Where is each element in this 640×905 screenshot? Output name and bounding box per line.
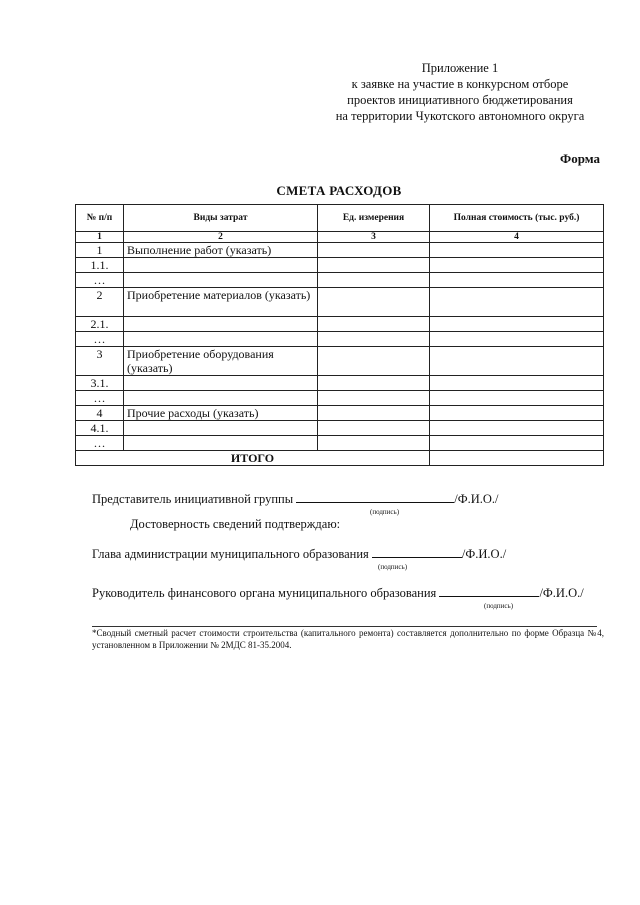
confirm-statement: Достоверность сведений подтверждаю: (130, 517, 341, 531)
table-row (76, 332, 604, 347)
row-cost-cell (430, 258, 604, 273)
row-number: 1.1. (76, 258, 124, 273)
row-number: … (76, 391, 124, 406)
column-number: 4 (430, 232, 604, 243)
document-title: СМЕТА РАСХОДОВ (276, 183, 402, 198)
row-number: 3.1. (76, 376, 124, 391)
footnote-divider (92, 626, 597, 627)
header-cost-type: Виды затрат (124, 205, 318, 232)
signature-blank[interactable] (372, 546, 462, 558)
total-row (76, 451, 604, 466)
row-unit-cell (318, 347, 430, 376)
finance-head-signature-line (92, 585, 584, 601)
finance-head-label: Руководитель финансового органа муниципального образования (92, 586, 437, 600)
row-cost-type (124, 317, 318, 332)
row-unit-cell (318, 332, 430, 347)
appendix-line-1: Приложение 1 (421, 61, 499, 75)
table-row (76, 436, 604, 451)
row-number: … (76, 273, 124, 288)
table-row (76, 376, 604, 391)
table-row (76, 258, 604, 273)
table-row (76, 391, 604, 406)
row-cost-cell (430, 332, 604, 347)
row-cost-cell (430, 317, 604, 332)
total-label: ИТОГО (76, 451, 430, 466)
table-row (76, 288, 604, 317)
fio-label: /Ф.И.О./ (454, 492, 499, 506)
signature-caption: (подпись) (484, 602, 514, 610)
header-number: № п/п (76, 205, 124, 232)
estimate-table (75, 204, 604, 466)
row-unit-cell (318, 391, 430, 406)
row-cost-type: Приобретение материалов (указать) (124, 288, 318, 317)
row-cost-type (124, 332, 318, 347)
row-unit-cell (318, 288, 430, 317)
signature-blank[interactable] (296, 491, 454, 503)
row-cost-type (124, 258, 318, 273)
column-number: 1 (76, 232, 124, 243)
signature-blank[interactable] (439, 585, 539, 597)
column-number-row (76, 232, 604, 243)
column-number: 3 (318, 232, 430, 243)
representative-signature-line (92, 491, 499, 507)
appendix-line-2: к заявке на участие в конкурсном отборе (351, 77, 569, 91)
row-number: 1 (76, 243, 124, 258)
header-full-cost: Полная стоимость (тыс. руб.) (430, 205, 604, 232)
representative-label: Представитель инициативной группы (92, 492, 294, 506)
head-admin-signature-line (92, 546, 506, 562)
appendix-line-4: на территории Чукотского автономного округа (335, 109, 585, 123)
signature-caption: (подпись) (370, 508, 400, 516)
fio-label: /Ф.И.О./ (461, 547, 507, 561)
table-header-row (76, 205, 604, 232)
row-unit-cell (318, 376, 430, 391)
row-cost-cell (430, 347, 604, 376)
row-unit-cell (318, 273, 430, 288)
table-row (76, 317, 604, 332)
table-row (76, 243, 604, 258)
row-unit-cell (318, 406, 430, 421)
table-row (76, 406, 604, 421)
row-unit-cell (318, 258, 430, 273)
row-cost-cell (430, 421, 604, 436)
fio-label: /Ф.И.О./ (539, 586, 584, 600)
row-cost-type: Приобретение оборудования (указать) (124, 347, 318, 376)
row-cost-type: Прочие расходы (указать) (124, 406, 318, 421)
row-cost-cell (430, 273, 604, 288)
header-unit: Ед. измерения (318, 205, 430, 232)
row-number: … (76, 436, 124, 451)
total-value-cell (430, 451, 604, 466)
row-unit-cell (318, 421, 430, 436)
appendix-line-3: проектов инициативного бюджетирования (347, 93, 573, 107)
row-number: 2.1. (76, 317, 124, 332)
appendix-header (300, 60, 620, 124)
table-row (76, 421, 604, 436)
form-label: Форма (560, 151, 600, 166)
row-cost-cell (430, 391, 604, 406)
head-admin-label: Глава администрации муниципального образования (92, 547, 369, 561)
row-cost-type (124, 273, 318, 288)
row-unit-cell (318, 317, 430, 332)
row-cost-type (124, 376, 318, 391)
row-number: 4.1. (76, 421, 124, 436)
row-number: 4 (76, 406, 124, 421)
row-cost-type (124, 436, 318, 451)
row-cost-cell (430, 436, 604, 451)
row-cost-type (124, 391, 318, 406)
row-number: 2 (76, 288, 124, 317)
row-unit-cell (318, 243, 430, 258)
row-cost-cell (430, 406, 604, 421)
row-cost-type: Выполнение работ (указать) (124, 243, 318, 258)
table-row (76, 273, 604, 288)
row-cost-cell (430, 243, 604, 258)
row-cost-cell (430, 288, 604, 317)
table-row (76, 347, 604, 376)
row-cost-type (124, 421, 318, 436)
signature-caption: (подпись) (378, 563, 408, 571)
row-number: … (76, 332, 124, 347)
row-number: 3 (76, 347, 124, 376)
column-number: 2 (124, 232, 318, 243)
row-unit-cell (318, 436, 430, 451)
row-cost-cell (430, 376, 604, 391)
footnote: *Сводный сметный расчет стоимости строительства (капитального ремонта) составляется дополнительно по форме Образца №4, установленном в Приложении № 2МДС 81-35.2004. (92, 628, 604, 650)
